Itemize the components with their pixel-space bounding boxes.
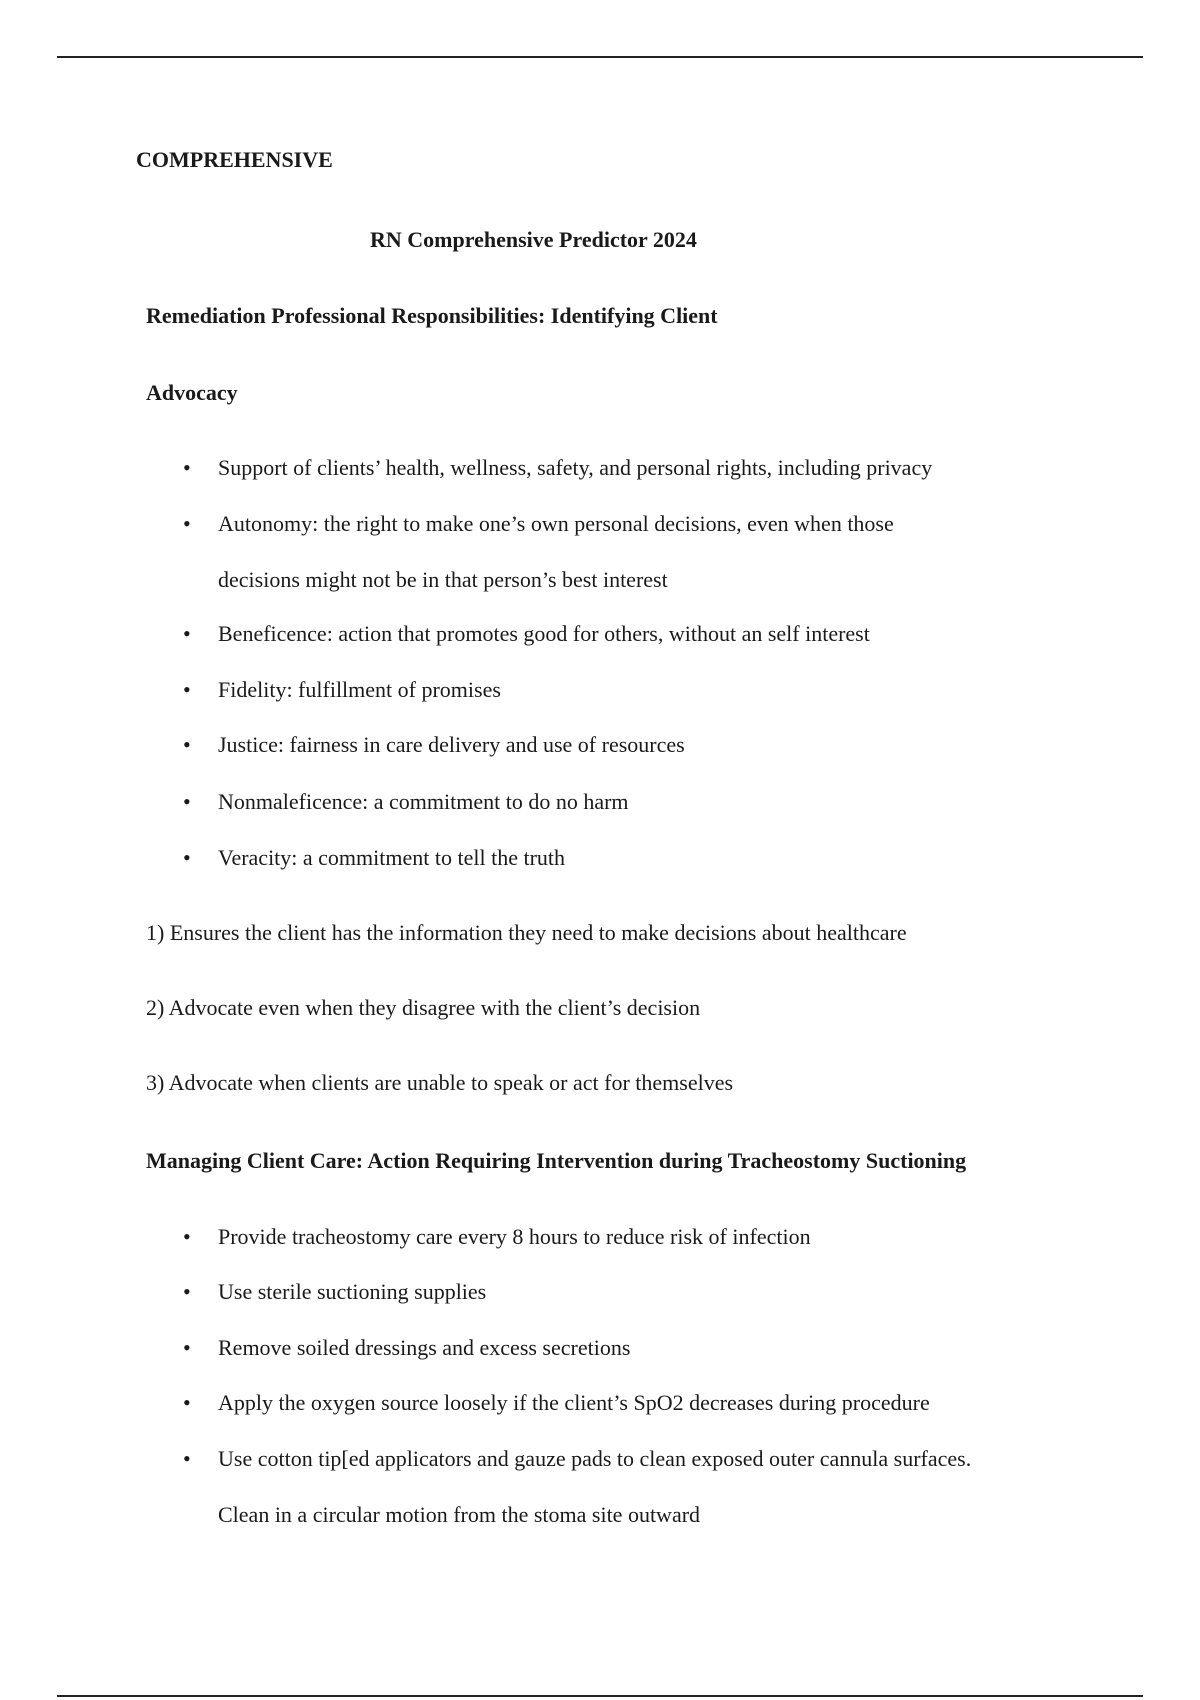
subheading-advocacy: Advocacy xyxy=(146,380,238,405)
list-item-text: Support of clients’ health, wellness, safety, and personal rights, including privacy xyxy=(218,455,933,480)
bullet-icon: • xyxy=(183,1279,191,1304)
list-item-text: Provide tracheostomy care every 8 hours to reduce risk of infection xyxy=(218,1224,811,1249)
list-item-text: Remove soiled dressings and excess secretions xyxy=(218,1335,631,1360)
bullet-icon: • xyxy=(183,1335,191,1360)
list-item-text: Nonmaleficence: a commitment to do no harm xyxy=(218,789,629,814)
bullet-icon: • xyxy=(183,732,191,757)
bullet-icon: • xyxy=(183,1446,191,1471)
numbered-item: 3) Advocate when clients are unable to speak or act for themselves xyxy=(146,1070,734,1095)
document-label: COMPREHENSIVE xyxy=(136,147,333,172)
numbered-item: 2) Advocate even when they disagree with the client’s decision xyxy=(146,995,701,1020)
bullet-icon: • xyxy=(183,1224,191,1249)
bullet-icon: • xyxy=(183,789,191,814)
list-item-text: decisions might not be in that person’s best interest xyxy=(218,567,668,592)
document-title: RN Comprehensive Predictor 2024 xyxy=(370,227,697,252)
list-item-text: Fidelity: fulfillment of promises xyxy=(218,677,501,702)
bullet-icon: • xyxy=(183,511,191,536)
top-rule xyxy=(57,56,1143,58)
list-item-text: Veracity: a commitment to tell the truth xyxy=(218,845,566,870)
list-item-text: Use sterile suctioning supplies xyxy=(218,1279,487,1304)
numbered-item: 1) Ensures the client has the information they need to make decisions about healthcare xyxy=(146,920,907,945)
bullet-icon: • xyxy=(183,455,191,480)
list-item-text: Apply the oxygen source loosely if the client’s SpO2 decreases during procedure xyxy=(218,1390,930,1415)
list-item-text: Justice: fairness in care delivery and use of resources xyxy=(218,732,685,757)
section-heading-professional-responsibilities: Remediation Professional Responsibilities: Identifying Client xyxy=(146,303,718,328)
bullet-icon: • xyxy=(183,677,191,702)
list-item-text: Beneficence: action that promotes good for others, without an self interest xyxy=(218,621,870,646)
bullet-icon: • xyxy=(183,845,191,870)
list-item-text: Autonomy: the right to make one’s own personal decisions, even when those xyxy=(218,511,894,536)
list-item-text: Use cotton tip[ed applicators and gauze pads to clean exposed outer cannula surfaces. xyxy=(218,1446,972,1471)
bullet-icon: • xyxy=(183,621,191,646)
bullet-icon: • xyxy=(183,1390,191,1415)
bottom-rule xyxy=(57,1695,1143,1697)
list-item-text: Clean in a circular motion from the stoma site outward xyxy=(218,1502,701,1527)
section-heading-tracheostomy: Managing Client Care: Action Requiring Intervention during Tracheostomy Suctioning xyxy=(146,1148,967,1173)
